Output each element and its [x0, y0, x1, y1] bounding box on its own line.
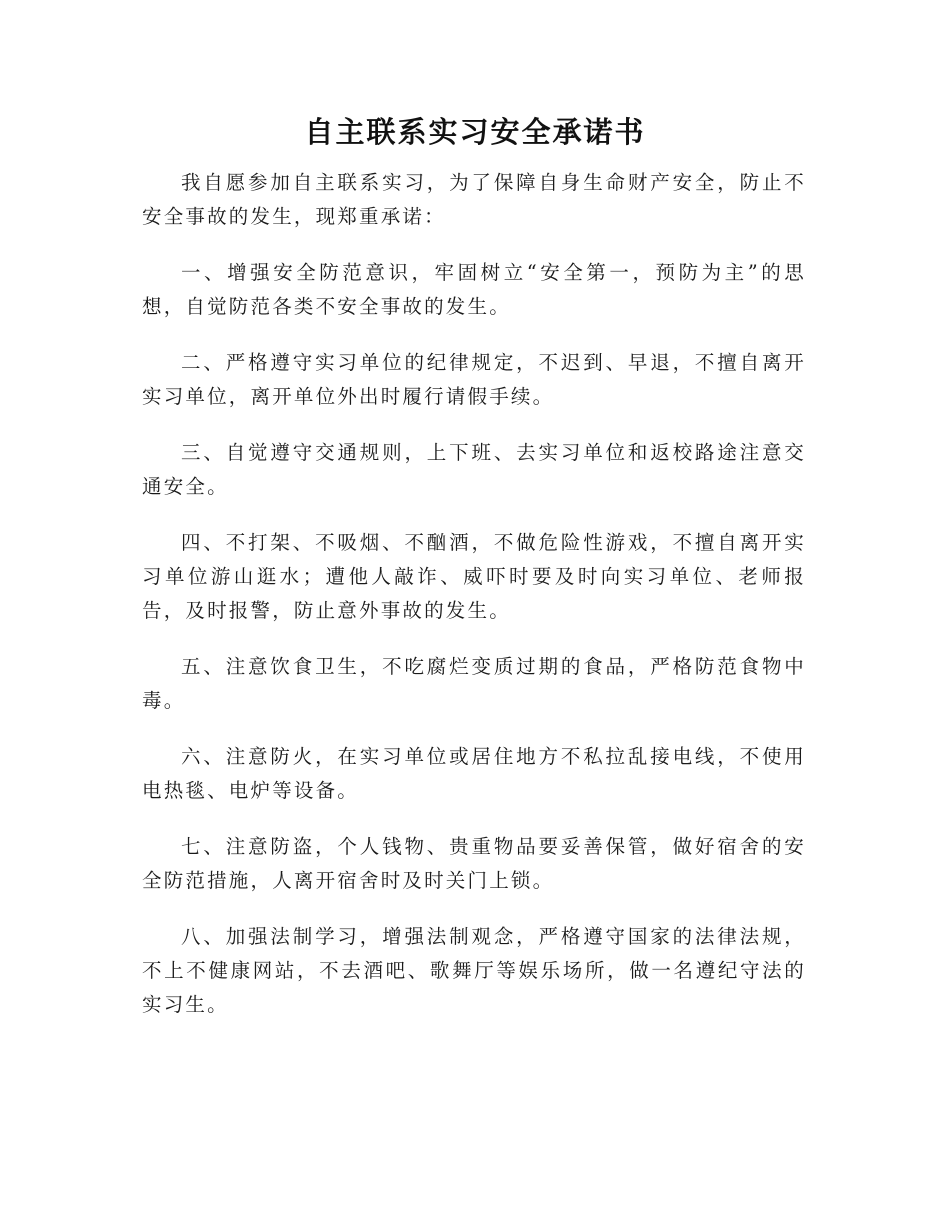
- commitment-item-8: 八、加强法制学习，增强法制观念，严格遵守国家的法律法规，不上不健康网站，不去酒吧、歌舞厅等娱乐场所，做一名遵纪守法的实习生。: [142, 925, 806, 1016]
- commitment-item-1: 一、增强安全防范意识，牢固树立“安全第一，预防为主”的思想，自觉防范各类不安全事故的发生。: [142, 261, 806, 318]
- document-title: 自主联系实习安全承诺书: [304, 115, 646, 149]
- commitment-item-5: 五、注意饮食卫生，不吃腐烂变质过期的食品，严格防范食物中毒。: [142, 655, 806, 712]
- document-body: [142, 166, 806, 1022]
- commitment-item-3: 三、自觉遵守交通规则，上下班、去实习单位和返校路途注意交通安全。: [142, 441, 806, 498]
- commitment-item-2: 二、严格遵守实习单位的纪律规定，不迟到、早退，不擅自离开实习单位，离开单位外出时履行请假手续。: [142, 351, 806, 408]
- commitment-item-6: 六、注意防火，在实习单位或居住地方不私拉乱接电线，不使用电热毯、电炉等设备。: [142, 745, 806, 802]
- intro-paragraph: 我自愿参加自主联系实习，为了保障自身生命财产安全，防止不安全事故的发生，现郑重承诺：: [142, 171, 806, 228]
- commitment-item-4: 四、不打架、不吸烟、不酗酒，不做危险性游戏，不擅自离开实习单位游山逛水；遭他人敲诈、威吓时要及时向实习单位、老师报告，及时报警，防止意外事故的发生。: [142, 531, 806, 622]
- commitment-item-7: 七、注意防盗，个人钱物、贵重物品要妥善保管，做好宿舍的安全防范措施，人离开宿舍时及时关门上锁。: [142, 835, 806, 892]
